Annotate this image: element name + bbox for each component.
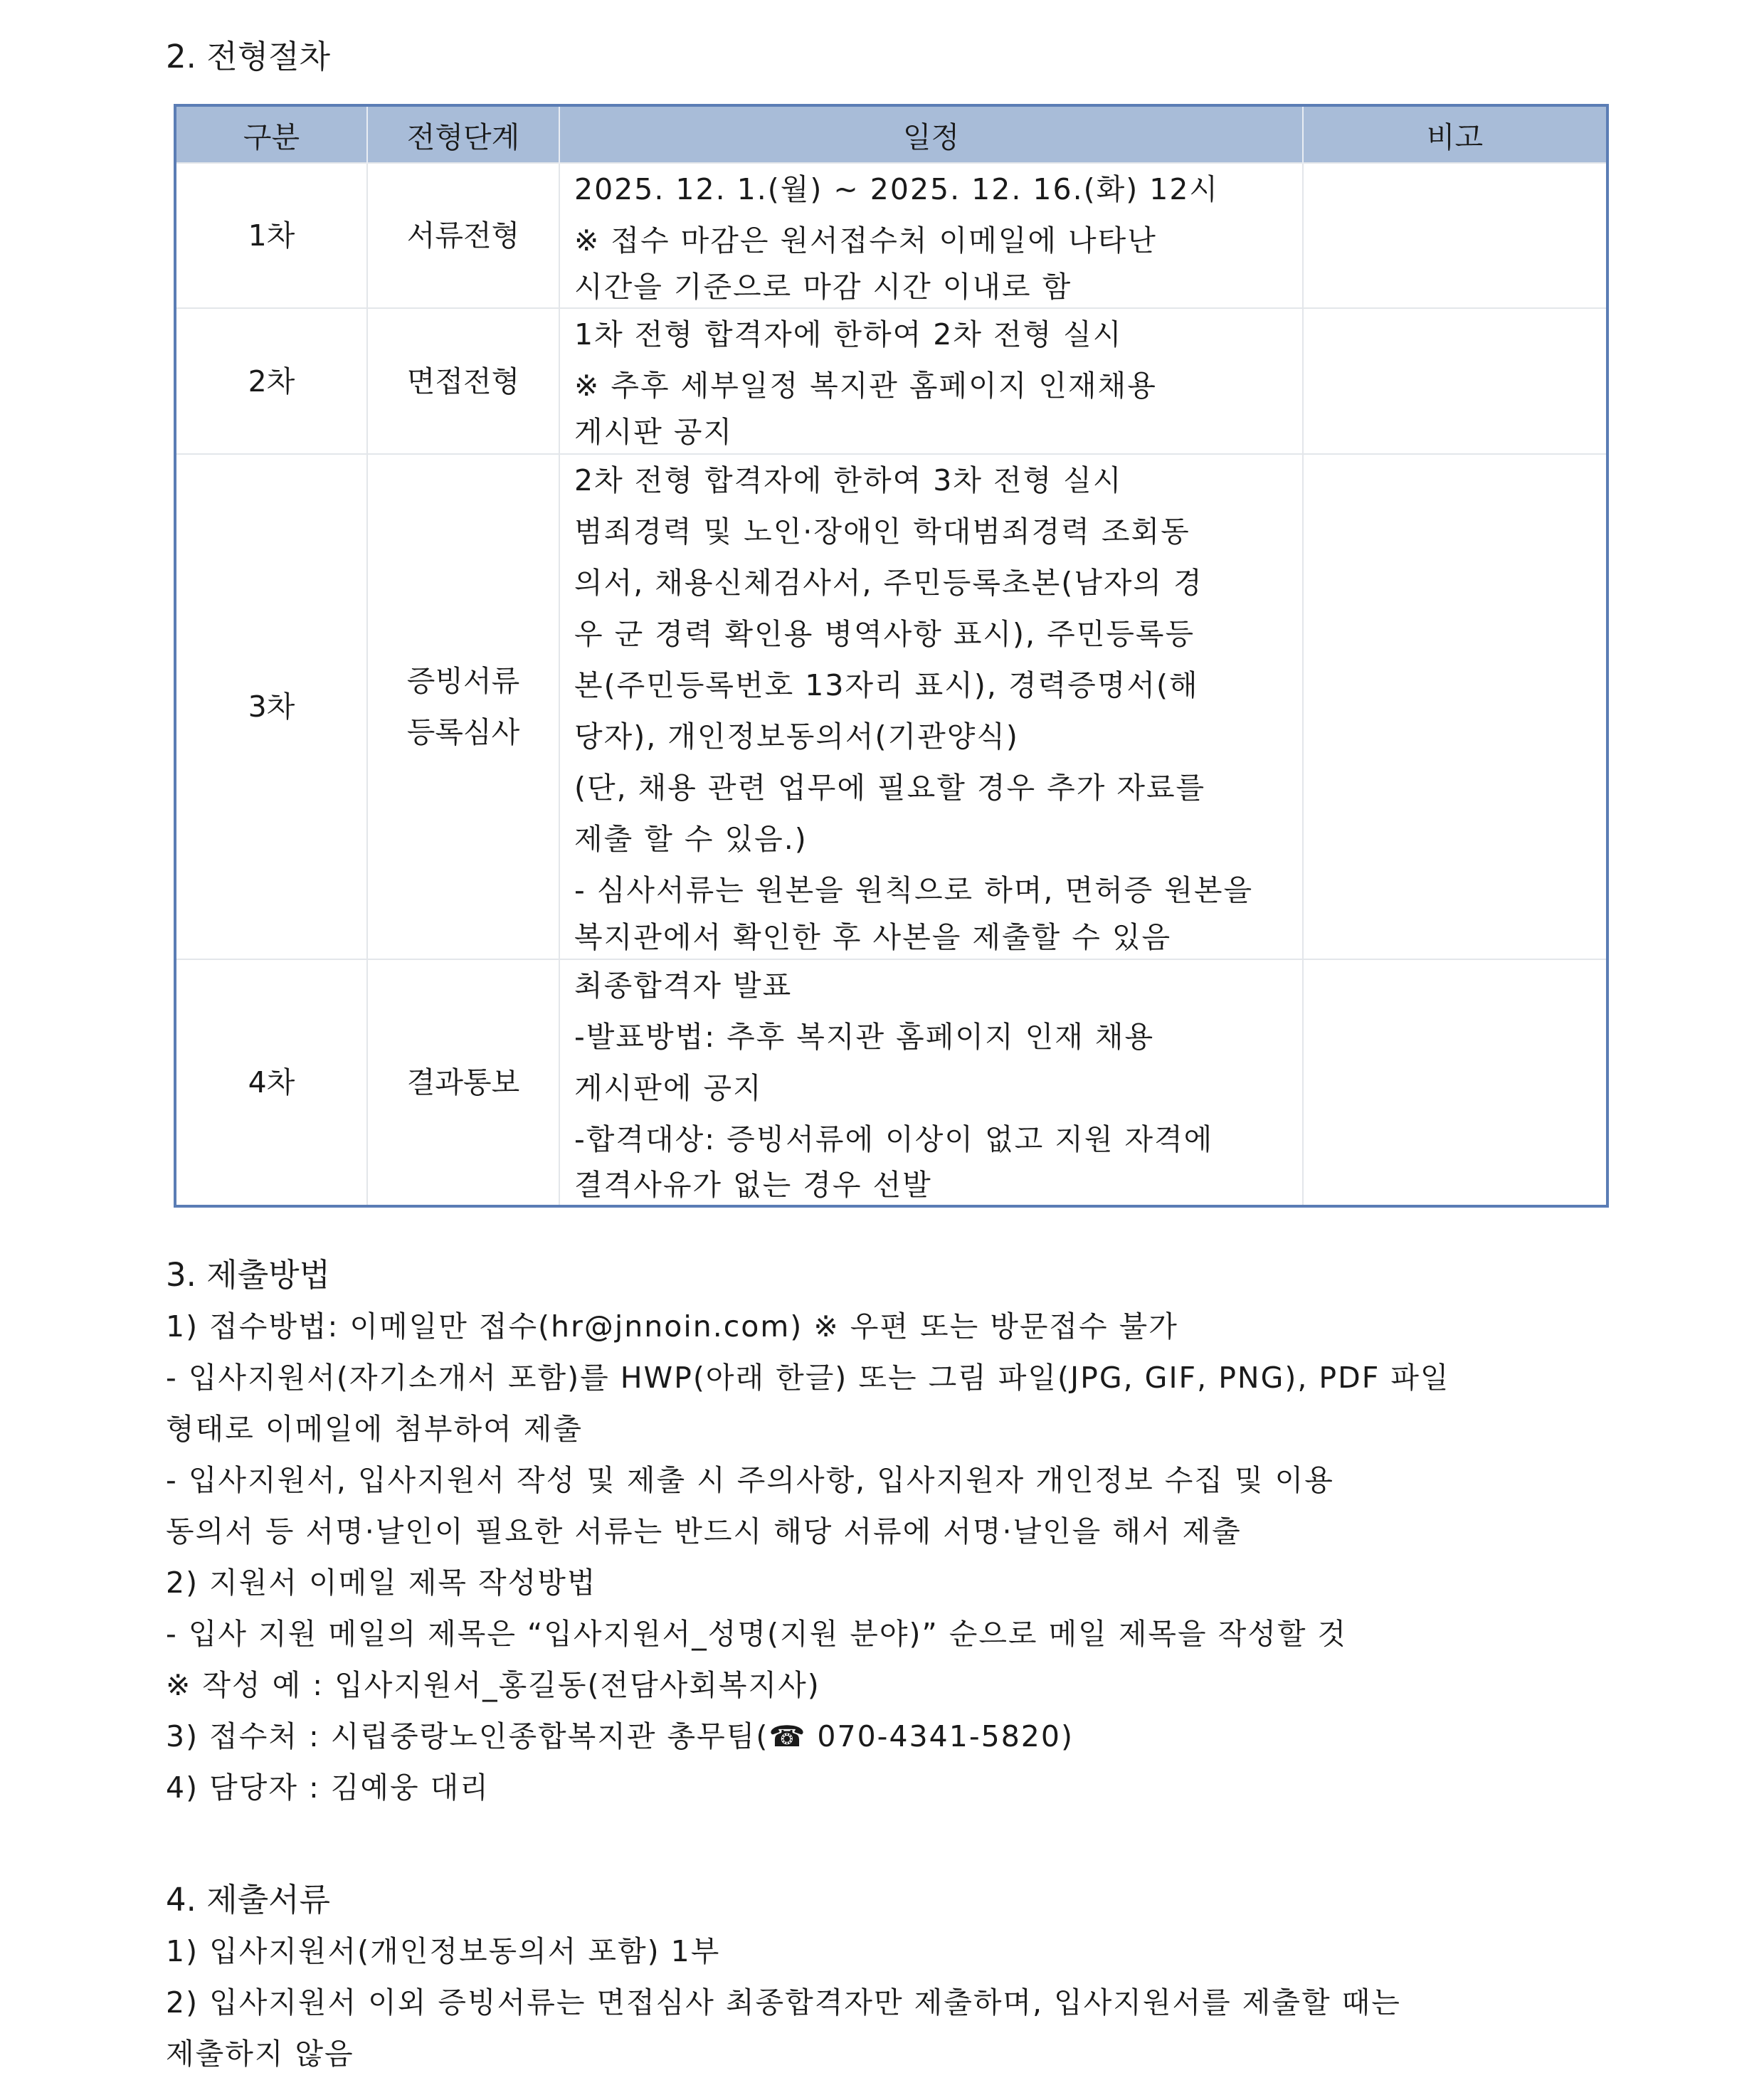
schedule-cell bbox=[559, 959, 1303, 1206]
submission-method-line: 4) 담당자 : 김예웅 대리 bbox=[166, 1771, 490, 1805]
stage-cell: 서류전형 bbox=[367, 163, 559, 308]
submission-method-line: 형태로 이메일에 첨부하여 제출 bbox=[166, 1412, 583, 1446]
stage-line: 증빙서류 bbox=[406, 664, 520, 698]
submission-method-line: - 입사지원서(자기소개서 포함)를 HWP(아래 한글) 또는 그림 파일(JPG, GIF, PNG), PDF 파일 bbox=[166, 1361, 1450, 1395]
note-cell bbox=[1303, 959, 1607, 1206]
submission-method-line: 2) 지원서 이메일 제목 작성방법 bbox=[166, 1566, 597, 1600]
schedule-cell bbox=[559, 308, 1303, 454]
header-schedule: 일정 bbox=[559, 105, 1303, 163]
section-4 bbox=[166, 1874, 1596, 2079]
round-cell: 4차 bbox=[175, 959, 367, 1206]
table-row bbox=[175, 163, 1607, 308]
schedule-line: 의서, 채용신체검사서, 주민등록초본(남자의 경 bbox=[574, 566, 1203, 600]
submission-method-line: ※ 작성 예 : 입사지원서_홍길동(전담사회복지사) bbox=[166, 1668, 820, 1702]
schedule-line: (단, 채용 관련 업무에 필요할 경우 추가 자료를 bbox=[574, 771, 1206, 805]
schedule-line: 게시판 공지 bbox=[574, 415, 734, 449]
schedule-line: 최종합격자 발표 bbox=[574, 969, 793, 1003]
schedule-line: 우 군 경력 확인용 병역사항 표시), 주민등록등 bbox=[574, 617, 1195, 651]
table-header-row bbox=[175, 105, 1607, 163]
round-cell: 1차 bbox=[175, 163, 367, 308]
section-2 bbox=[166, 31, 330, 83]
header-category: 구분 bbox=[175, 105, 367, 163]
header-note: 비고 bbox=[1303, 105, 1607, 163]
round-cell: 3차 bbox=[175, 454, 367, 959]
schedule-line: ※ 접수 마감은 원서접수처 이메일에 나타난 bbox=[574, 223, 1157, 258]
schedule-cell bbox=[559, 454, 1303, 959]
note-cell bbox=[1303, 163, 1607, 308]
required-document-line: 2) 입사지원서 이외 증빙서류는 면접심사 최종합격자만 제출하며, 입사지원서를 제출할 때는 bbox=[166, 1985, 1401, 2020]
schedule-line: 1차 전형 합격자에 한하여 2차 전형 실시 bbox=[574, 317, 1123, 352]
table-row bbox=[175, 454, 1607, 959]
schedule-line: 제출 할 수 있음.) bbox=[574, 822, 808, 856]
section-3-title: 3. 제출방법 bbox=[166, 1256, 331, 1294]
schedule-line: 결격사유가 없는 경우 선발 bbox=[574, 1168, 932, 1202]
note-cell bbox=[1303, 308, 1607, 454]
schedule-line: ※ 추후 세부일정 복지관 홈페이지 인재채용 bbox=[574, 369, 1157, 403]
selection-procedure-table bbox=[174, 104, 1609, 1208]
stage-cell: 결과통보 bbox=[367, 959, 559, 1206]
schedule-line: 복지관에서 확인한 후 사본을 제출할 수 있음 bbox=[574, 920, 1172, 954]
submission-method-line: - 입사 지원 메일의 제목은 “입사지원서_성명(지원 분야)” 순으로 메일 제목을 작성할 것 bbox=[166, 1617, 1348, 1651]
stage-line: 등록심사 bbox=[406, 715, 520, 749]
table-row bbox=[175, 959, 1607, 1206]
round-cell: 2차 bbox=[175, 308, 367, 454]
header-stage: 전형단계 bbox=[367, 105, 559, 163]
schedule-line: - 심사서류는 원본을 원칙으로 하며, 면허증 원본을 bbox=[574, 873, 1254, 907]
schedule-cell bbox=[559, 163, 1303, 308]
submission-method-line: 1) 접수방법: 이메일만 접수(hr@jnnoin.com) ※ 우편 또는 방문접수 불가 bbox=[166, 1309, 1178, 1344]
required-document-line: 1) 입사지원서(개인정보동의서 포함) 1부 bbox=[166, 1934, 721, 1968]
section-4-title: 4. 제출서류 bbox=[166, 1881, 331, 1919]
note-cell bbox=[1303, 454, 1607, 959]
section-3 bbox=[166, 1250, 1596, 1813]
schedule-line: 게시판에 공지 bbox=[574, 1071, 763, 1105]
schedule-line: -합격대상: 증빙서류에 이상이 없고 지원 자격에 bbox=[574, 1122, 1214, 1156]
stage-cell bbox=[367, 454, 559, 959]
stage-cell: 면접전형 bbox=[367, 308, 559, 454]
submission-method-line: 동의서 등 서명·날인이 필요한 서류는 반드시 해당 서류에 서명·날인을 해서 제출 bbox=[166, 1514, 1242, 1548]
schedule-line: 2025. 12. 1.(월) ~ 2025. 12. 16.(화) 12시 bbox=[574, 172, 1220, 206]
schedule-line: 당자), 개인정보동의서(기관양식) bbox=[574, 719, 1019, 754]
schedule-line: 2차 전형 합격자에 한하여 3차 전형 실시 bbox=[574, 463, 1123, 497]
table-row bbox=[175, 308, 1607, 454]
schedule-line: 범죄경력 및 노인·장애인 학대범죄경력 조회동 bbox=[574, 515, 1190, 549]
schedule-line: -발표방법: 추후 복지관 홈페이지 인재 채용 bbox=[574, 1020, 1155, 1054]
submission-method-line: 3) 접수처 : 시립중랑노인종합복지관 총무팀(☎ 070-4341-5820) bbox=[166, 1719, 1074, 1753]
submission-method-line: - 입사지원서, 입사지원서 작성 및 제출 시 주의사항, 입사지원자 개인정보 수집 및 이용 bbox=[166, 1463, 1334, 1497]
section-2-title: 2. 전형절차 bbox=[166, 38, 331, 75]
schedule-line: 본(주민등록번호 13자리 표시), 경력증명서(해 bbox=[574, 668, 1199, 702]
required-document-line: 제출하지 않음 bbox=[166, 2037, 354, 2071]
schedule-line: 시간을 기준으로 마감 시간 이내로 함 bbox=[574, 270, 1072, 304]
